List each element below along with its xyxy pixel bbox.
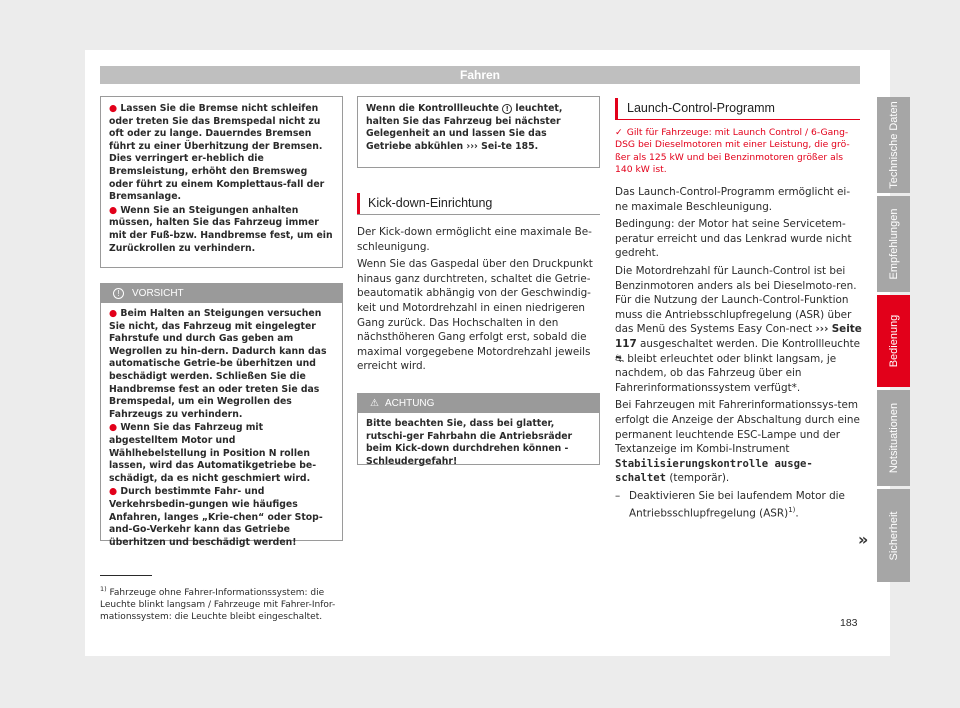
tab-notsituationen[interactable]: Notsituationen [877, 390, 910, 486]
footnote: $^{1)}$ Fahrzeuge ohne Fahrer-Informationssystem: die Leuchte blinkt langsam / Fahrzeuge mit Fahrer-Infor-mationssystem: die Leuchte bleibt eingeschaltet. [100, 585, 336, 622]
info-icon: ! [113, 288, 124, 299]
section-divider [357, 214, 600, 215]
warning-lamp-icon: ! [502, 104, 512, 114]
check-icon: ✓ [615, 127, 623, 138]
bullet-item: ● Lassen Sie die Bremse nicht schleifen oder treten Sie das Bremspedal nicht zu oft oder zu lange. Dauerndes Bremsen führt zu einer Überhitzung der Bremsen. Dies verringert er-heblich die Bremsleistung, erhöht den Bremsweg oder führt zu einem Komplettaus-fall der Bremsanlage. [109, 103, 325, 203]
footnote-rule [100, 575, 152, 576]
tab-bedienung[interactable]: Bedienung [877, 295, 910, 387]
section-marker [357, 193, 360, 214]
page-link[interactable]: Sei-te 185. [481, 140, 539, 152]
tab-sicherheit[interactable]: Sicherheit [877, 489, 910, 582]
page-link[interactable]: Seite 117 [615, 323, 862, 350]
page-header-title: Fahren [459, 68, 500, 82]
bullet-item: ● Durch bestimmte Fahr- und Verkehrsbedin-gungen wie häufiges Anfahren, langes „Krie-chen“ oder Stop-and-Go-Verkehr kann das Getriebe überhitzen und beschädigt werden! [109, 486, 323, 548]
bullet-item: ● Wenn Sie das Fahrzeug mit abgestelltem Motor und Wählhebelstellung in Position N rollen lassen, wird das Automatikgetriebe be-schädigt, da es nicht geschmiert wird. [109, 422, 317, 484]
requirement-note: ✓ Gilt für Fahrzeuge: mit Launch Control / 6-Gang-DSG bei Dieselmotoren mit einer Leistung, die grö-ßer als 125 kW und bei Benzinmotoren größer als 140 kW ist. [615, 127, 850, 176]
vorsicht-header: ! VORSICHT [101, 284, 342, 303]
launch-control-body: Das Launch-Control-Programm ermöglicht ei-ne maximale Beschleunigung. Bedingung: der Motor hat seine Servicetem-peratur erreicht und das Lenkrad wurde nicht gedreht. Die Motordrehzahl für Launch-Control ist bei Benzinmotoren anders als bei Dieselmoto-ren. Für die Nutzung der Launch-Control-Funktion muss die Antriebsschlupfregelung (ASR) über das Menü des Systems Easy Con-nect ››› Seite 117 ausgeschaltet werden. Die Kontrollleuchte ⛐ bleibt erleuchtet oder blinkt langsam, je nachdem, ob das Fahrzeug über ein Fahrerinformationssystem verfügt*. Bei Fahrzeugen mit Fahrerinformationssys-tem erfolgt die Anzeige der Abschaltung durch eine permanent leuchtende ESC-Lampe und der Textanzeige im Kombi-Instrument Stabilisierungskontrolle ausge-schaltet (temporär). – Deaktivieren Sie bei laufendem Motor die Antriebsschlupfregelung (ASR)$^{1)}$. [615, 186, 862, 520]
bullet-item: ● Beim Halten an Steigungen versuchen Sie nicht, das Fahrzeug mit eingelegter Fahrstufe und durch Gas geben am Wegrollen zu hin-dern. Dadurch kann das automatische Getrie-be überhitzen und beschädigt werden. Schließen Sie die Handbremse fest an oder treten Sie das Bremspedal, um ein Wegrollen des Fahrzeugs zu verhindern. [109, 308, 327, 420]
kickdown-body: Der Kick-down ermöglicht eine maximale Be-schleunigung. Wenn Sie das Gaspedal über den Druckpunkt hinaus ganz durchtreten, schaltet die Getrie-beautomatik abhängig von der Geschwindig-keit und Motordrehzahl in einen niedrigeren Gang zurück. Das Hochschalten in den nächsthöheren Gang erfolgt erst, sobald die maximal vorgegebene Motordrehzahl jeweils erreicht wird. [357, 226, 593, 373]
tab-empfehlungen[interactable]: Empfehlungen [877, 196, 910, 292]
gearbox-warning-box: Wenn die Kontrollleuchte ! leuchtet, halten Sie das Fahrzeug bei nächster Gelegenheit an und lassen Sie das Getriebe abkühlen ››› Sei-te 185. [357, 96, 600, 168]
continue-mark: » [858, 530, 869, 549]
bullet-item: ● Wenn Sie an Steigungen anhalten müssen, halten Sie das Fahrzeug immer mit der Fuß-bzw. Handbremse fest, um ein Zurückrollen zu verhindern. [109, 204, 333, 254]
dash-list-item: – Deaktivieren Sie bei laufendem Motor die Antriebsschlupfregelung (ASR)$^{1)}$. [615, 489, 845, 520]
section-divider [615, 119, 860, 120]
warning-triangle-icon: ⚠ [370, 398, 379, 409]
achtung-box: ⚠ ACHTUNG Bitte beachten Sie, dass bei glatter, rutschi-ger Fahrbahn die Antriebsräder beim Kick-down durchdrehen können - Schleudergefahr! [357, 393, 600, 465]
page-number: 183 [840, 617, 858, 629]
achtung-header: ⚠ ACHTUNG [358, 394, 599, 413]
section-marker [615, 98, 618, 119]
vorsicht-box [100, 283, 343, 548]
esc-lamp-icon: ⛐ [615, 352, 624, 365]
warning-box-brakes [100, 96, 343, 268]
section-title-kickdown: Kick-down-Einrichtung [368, 196, 493, 210]
section-title-launch-control: Launch-Control-Programm [627, 101, 775, 115]
tab-technische-daten[interactable]: Technische Daten [877, 97, 910, 193]
